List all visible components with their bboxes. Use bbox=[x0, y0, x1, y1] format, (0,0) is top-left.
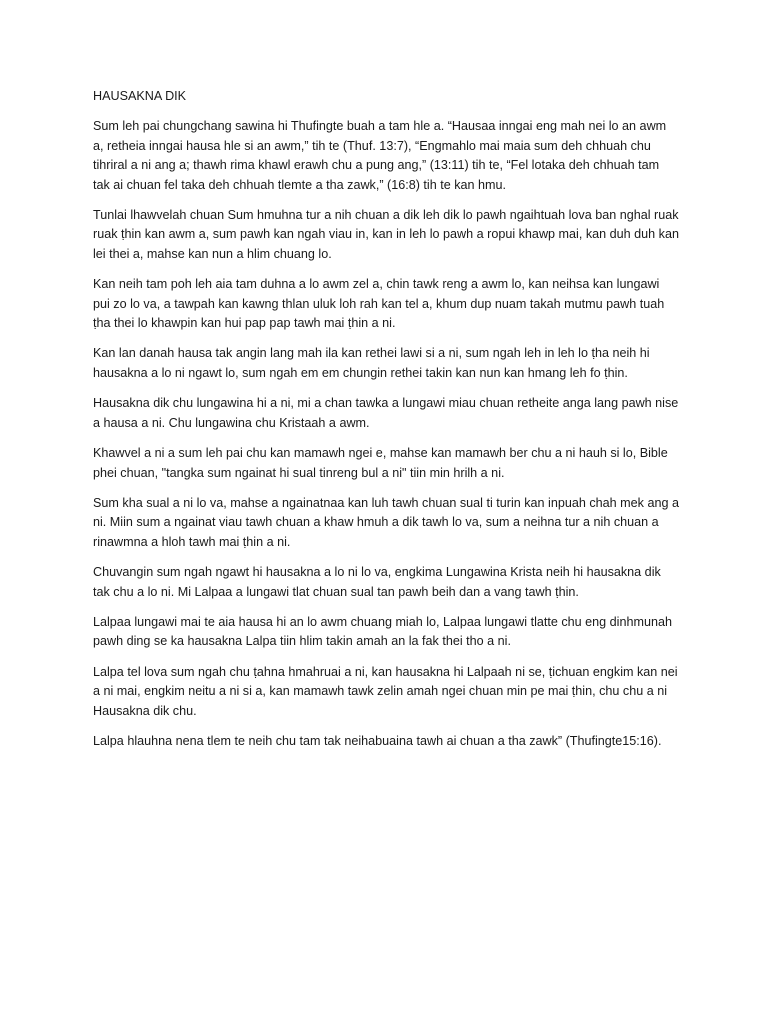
paragraph-3: Kan neih tam poh leh aia tam duhna a lo awm zel a, chin tawk reng a awm lo, kan neihsa kan lungawi pui zo lo va, a tawpah kan kawng thlan uluk loh rah kan tel a, khum dup nuam takah mutmu pawh tuah ṭha thei lo khawpin kan hui pap pap tawh mai ṭhin a ni. bbox=[93, 277, 665, 331]
document-title: HAUSAKNA DIK bbox=[93, 89, 187, 103]
document-body bbox=[93, 87, 679, 762]
paragraph-1: Sum leh pai chungchang sawina hi Thufingte buah a tam hle a. “Hausaa inngai eng mah nei lo an awm a, retheia inngai hausa hle si an awm,” tih te (Thuf. 13:7), “Engmahlo mai maia sum deh chhuah chu tihriral a ni ang a; thawh rima khawl erawh chu a pung ang,” (13:11) tih te, “Fel lotaka deh chhuah tam tak ai chuan fel taka deh chhuah tlemte a tha zawk,” (16:8) tih te kan hmu. bbox=[93, 119, 667, 192]
paragraph-10: Lalpa tel lova sum ngah chu ṭahna hmahruai a ni, kan hausakna hi Lalpaah ni se, ṭichuan engkim kan nei a ni mai, engkim neitu a ni si a, kan mamawh tawk zelin amah ngei chuan min pe mai ṭhin, chu chu a ni Hausakna dik chu. bbox=[93, 664, 678, 718]
paragraph-7: Sum kha sual a ni lo va, mahse a ngainatnaa kan luh tawh chuan sual ti turin kan inpuah chah mek ang a ni. Miin sum a ngainat viau tawh chuan a khaw hmuh a dik tawh lo va, sum a neihna tur a nih chuan a rinawmna a hloh tawh mai ṭhin a ni. bbox=[93, 495, 679, 549]
paragraph-9: Lalpaa lungawi mai te aia hausa hi an lo awm chuang miah lo, Lalpaa lungawi tlatte chu eng dinhmunah pawh ding se ka hausakna Lalpa tiin hlim takin amah an la fak thei tho a ni. bbox=[93, 614, 672, 649]
paragraph-11: Lalpa hlauhna nena tlem te neih chu tam tak neihabuaina tawh ai chuan a tha zawk” (Thufingte15:16). bbox=[93, 733, 662, 748]
paragraph-5: Hausakna dik chu lungawina hi a ni, mi a chan tawka a lungawi miau chuan retheite anga lang pawh nise a hausa a ni. Chu lungawina chu Kristaah a awm. bbox=[93, 396, 679, 430]
paragraph-2: Tunlai lhawvelah chuan Sum hmuhna tur a nih chuan a dik leh dik lo pawh ngaihtuah lova ban nghal ruak ruak ṭhin kan awm a, sum pawh kan ngah viau in, kan in leh lo pawh a ropui khawp mai, kan duh duh kan lei thei a, mahse kan nun a hlim chuang lo. bbox=[93, 208, 679, 261]
paragraph-6: Khawvel a ni a sum leh pai chu kan mamawh ngei e, mahse kan mamawh ber chu a ni hauh si lo, Bible phei chuan, "tangka sum ngainat hi sual tinreng bul a ni" tiin min hrilh a ni. bbox=[93, 446, 668, 480]
paragraph-8: Chuvangin sum ngah ngawt hi hausakna a lo ni lo va, engkima Lungawina Krista neih hi hausakna dik tak chu a lo ni. Mi Lalpaa a lungawi tlat chuan sual tan pawh beih dan a vang tawh ṭhin. bbox=[93, 565, 661, 599]
paragraph-4: Kan lan danah hausa tak angin lang mah ila kan rethei lawi si a ni, sum ngah leh in leh lo ṭha neih hi hausakna a lo ni ngawt lo, sum ngah em em chungin rethei takin kan nun kan hmang leh fo ṭhin. bbox=[93, 346, 650, 380]
